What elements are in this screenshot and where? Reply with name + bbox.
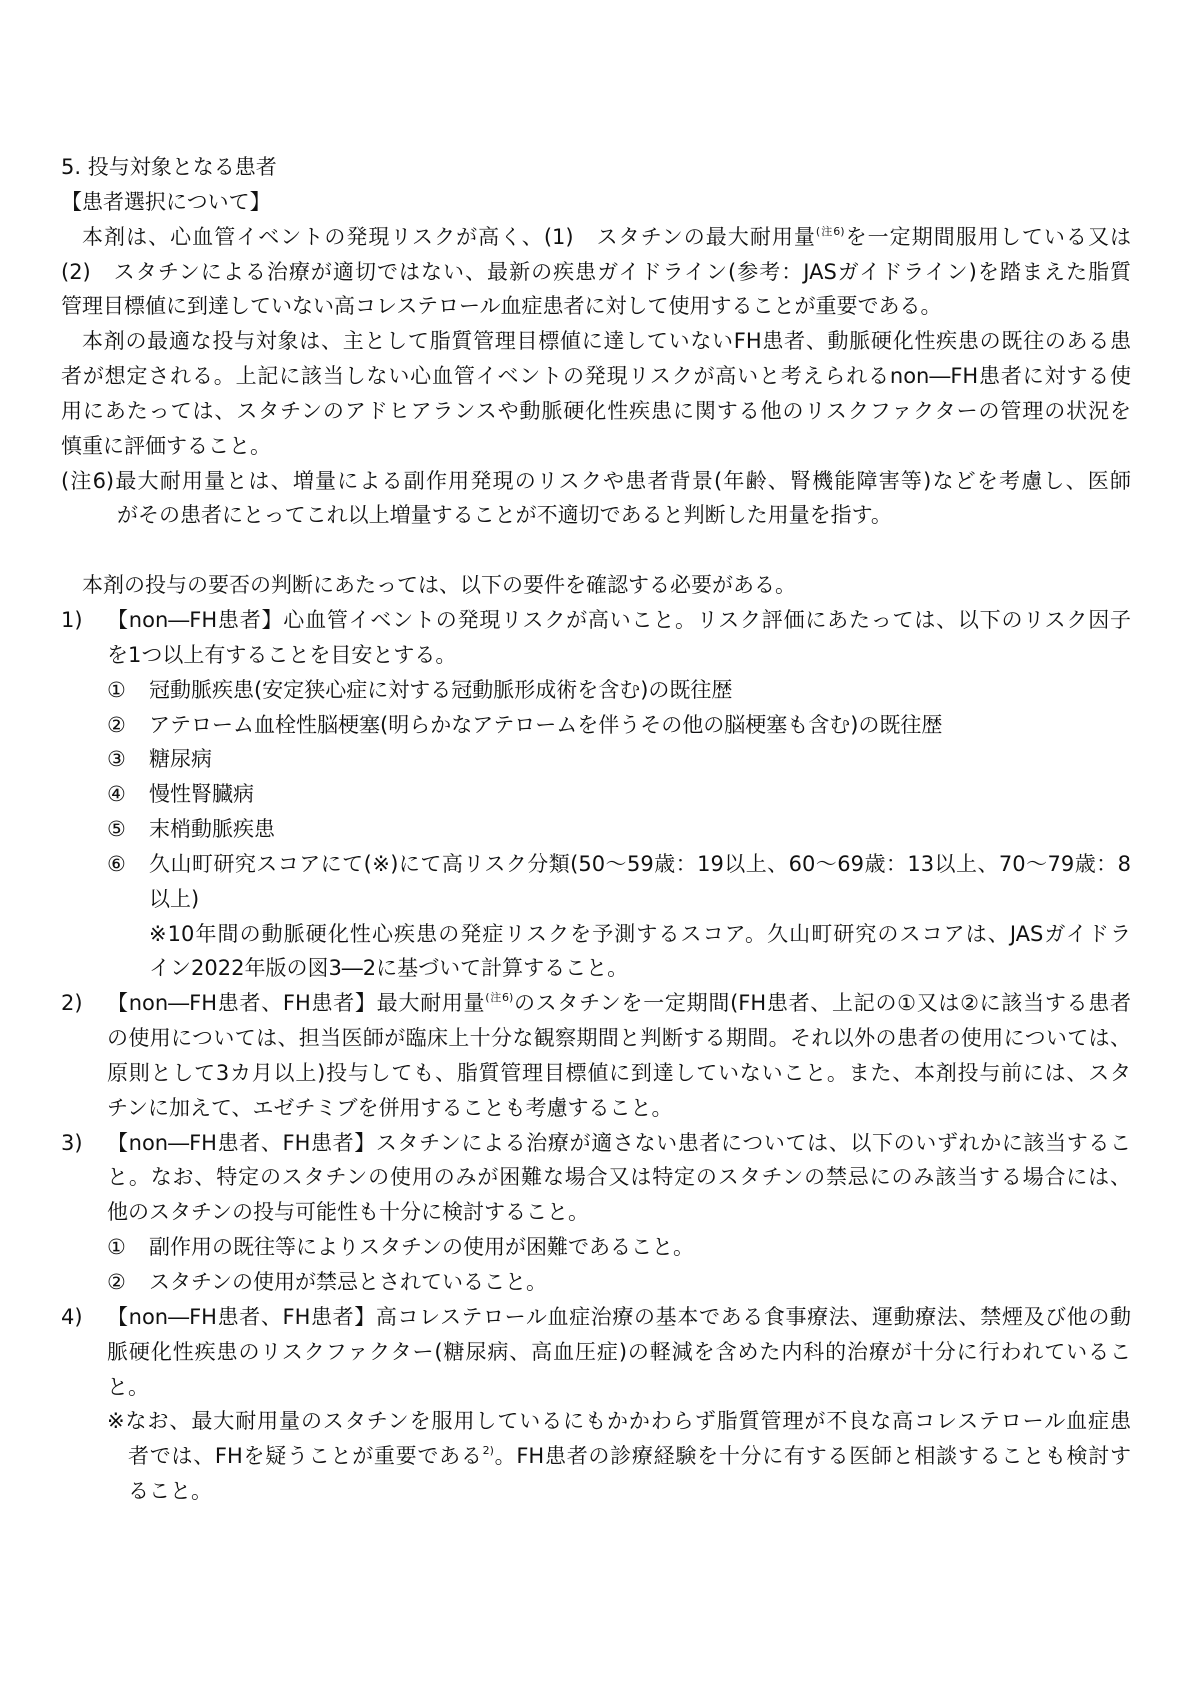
footnote	[0, 464, 1181, 534]
paragraph	[0, 324, 1181, 463]
line-text: 本剤の最適な投与対象は、主として脂質管理目標値に達していないFH患者、動脈硬化性疾患の既往のある患	[82, 329, 1131, 354]
text-line	[0, 1056, 1181, 1091]
text-line	[0, 777, 1181, 812]
item-marker: ①	[107, 677, 126, 702]
requirement-item	[0, 1126, 1181, 1231]
text-line	[0, 150, 1181, 185]
paragraph	[0, 220, 1181, 325]
text-line	[0, 673, 1181, 708]
text-line	[0, 917, 1181, 952]
text-line	[0, 1474, 1181, 1509]
text-line	[0, 359, 1181, 394]
line-text: ※なお、最大耐用量のスタチンを服用しているにもかかわらず脂質管理が不良な高コレステロール血症患	[107, 1409, 1131, 1434]
line-text: 冠動脈疾患(安定狭心症に対する冠動脈形成術を含む)の既往歴	[149, 677, 733, 702]
text-line	[0, 568, 1181, 603]
requirement-item	[0, 1300, 1181, 1405]
text-line	[0, 882, 1181, 917]
line-text: の使用については、担当医師が臨床上十分な観察期間と判断する期間。それ以外の患者の使用については、	[107, 1026, 1131, 1051]
text-line	[0, 951, 1181, 986]
line-text: 管理目標値に到達していない高コレステロール血症患者に対して使用することが重要である。	[61, 294, 942, 319]
item-marker: ③	[107, 747, 126, 772]
line-text: 【non―FH患者、FH患者】スタチンによる治療が適さない患者については、以下のいずれかに該当するこ	[107, 1130, 1131, 1155]
line-text	[82, 220, 1131, 255]
item-marker: ②	[107, 712, 126, 737]
text-line	[0, 986, 1181, 1021]
item-marker: ⑥	[107, 851, 126, 876]
text-line	[0, 603, 1181, 638]
line-text: 糖尿病	[149, 747, 212, 772]
text-segment: 者では、FHを疑うことが重要である	[128, 1444, 483, 1469]
text-line	[0, 1300, 1181, 1335]
line-text: イン2022年版の図3―2に基づいて計算すること。	[149, 956, 629, 981]
line-text: 5. 投与対象となる患者	[61, 155, 277, 179]
line-text: 原則として3カ月以上)投与しても、脂質管理目標値に到達していないこと。また、本剤投与前には、スタ	[107, 1060, 1131, 1085]
risk-factor-item	[0, 708, 1181, 743]
text-line	[0, 1021, 1181, 1056]
text-line	[0, 1370, 1181, 1405]
risk-factor-item	[0, 847, 1181, 917]
item-marker: 4)	[61, 1304, 83, 1329]
text-line	[0, 255, 1181, 290]
line-text: がその患者にとってこれ以上増量することが不適切であると判断した用量を指す。	[117, 503, 892, 528]
text-line	[0, 429, 1181, 464]
text-line	[0, 1126, 1181, 1161]
line-text: を1つ以上有することを目安とする。	[107, 642, 457, 667]
line-text: 用にあたっては、スタチンのアドヒアランスや動脈硬化性疾患に関する他のリスクファクターの管理の状況を	[61, 398, 1131, 423]
line-text: 末梢動脈疾患	[149, 817, 275, 842]
requirement-item	[0, 603, 1181, 673]
text-line	[0, 1404, 1181, 1439]
text-line	[0, 1230, 1181, 1265]
line-text: (2) スタチンによる治療が適切ではない、最新の疾患ガイドライン(参考：JASガイドライン)を踏まえた脂質	[61, 259, 1131, 284]
section-heading	[0, 150, 1181, 185]
footnote-reference: 2)	[482, 1444, 494, 1458]
text-segment: 本剤は、心血管イベントの発現リスクが高く、(1) スタチンの最大耐用量	[82, 224, 816, 249]
line-text: チンに加えて、エゼチミブを併用することも考慮すること。	[107, 1095, 673, 1120]
item-marker: ④	[107, 782, 126, 807]
line-text: アテローム血栓性脳梗塞(明らかなアテロームを伴うその他の脳梗塞も含む)の既往歴	[149, 712, 943, 737]
line-text: 慎重に評価すること。	[61, 433, 271, 458]
risk-factor-item	[0, 673, 1181, 708]
line-text: 以上)	[149, 886, 200, 911]
text-line	[0, 1091, 1181, 1126]
line-text: 久山町研究スコアにて(※)にて高リスク分類(50～59歳：19以上、60～69歳：13以上、70～79歳：8	[149, 851, 1131, 876]
requirement-item	[0, 986, 1181, 1125]
text-line	[0, 185, 1181, 220]
risk-factor-item	[0, 1230, 1181, 1265]
line-text: と。なお、特定のスタチンの使用のみが困難な場合又は特定のスタチンの禁忌にのみ該当する場合には、	[107, 1165, 1131, 1190]
line-text: 脈硬化性疾患のリスクファクター(糖尿病、高血圧症)の軽減を含めた内科的治療が十分に行われているこ	[107, 1339, 1131, 1364]
text-line	[0, 1160, 1181, 1195]
text-line	[0, 742, 1181, 777]
text-line	[0, 1439, 1181, 1474]
item-marker: 3)	[61, 1130, 83, 1155]
risk-factor-item	[0, 1265, 1181, 1300]
text-line	[0, 394, 1181, 429]
line-text: 者が想定される。上記に該当しない心血管イベントの発現リスクが高いと考えられるnon―FH患者に対する使	[61, 364, 1131, 389]
intro-text	[0, 568, 1181, 603]
text-line	[0, 708, 1181, 743]
line-text: 本剤の投与の要否の判断にあたっては、以下の要件を確認する必要がある。	[82, 573, 796, 598]
line-text: 慢性腎臓病	[149, 782, 254, 807]
document-page	[0, 150, 1181, 1509]
text-line	[0, 464, 1181, 499]
item-marker: 1)	[61, 607, 83, 632]
text-line	[0, 1195, 1181, 1230]
section-heading	[0, 185, 1181, 220]
item-marker: ①	[107, 1235, 126, 1260]
line-text	[107, 986, 1131, 1021]
item-marker: 2)	[61, 991, 83, 1016]
line-text: 【患者選択について】	[61, 189, 271, 214]
remark-note	[0, 1404, 1181, 1509]
text-segment: 。FH患者の診療経験を十分に有する医師と相談することも検討す	[493, 1444, 1131, 1469]
score-note	[0, 917, 1181, 987]
line-text: スタチンの使用が禁忌とされていること。	[149, 1270, 547, 1294]
text-segment: を一定期間服用している又は	[844, 224, 1131, 249]
blank-line	[0, 533, 1181, 568]
item-marker: ⑤	[107, 817, 126, 842]
line-text: と。	[107, 1374, 149, 1399]
text-segment: のスタチンを一定期間(FH患者、上記の①又は②に該当する患者	[513, 991, 1131, 1016]
line-text: 【non―FH患者】心血管イベントの発現リスクが高いこと。リスク評価にあたっては、以下のリスク因子	[107, 607, 1131, 632]
text-line	[0, 812, 1181, 847]
text-line	[0, 638, 1181, 673]
line-text: (注6)最大耐用量とは、増量による副作用発現のリスクや患者背景(年齢、腎機能障害等)などを考慮し、医師	[61, 468, 1131, 493]
risk-factor-item	[0, 812, 1181, 847]
item-marker: ②	[107, 1270, 126, 1294]
text-line	[0, 220, 1181, 255]
risk-factor-item	[0, 742, 1181, 777]
line-text: 他のスタチンの投与可能性も十分に検討すること。	[107, 1200, 589, 1225]
risk-factor-item	[0, 777, 1181, 812]
line-text: 副作用の既往等によりスタチンの使用が困難であること。	[149, 1235, 694, 1260]
text-line	[0, 324, 1181, 359]
text-line	[0, 1335, 1181, 1370]
footnote-reference: (注6)	[815, 224, 845, 238]
line-text: 【non―FH患者、FH患者】高コレステロール血症治療の基本である食事療法、運動療法、禁煙及び他の動	[107, 1304, 1131, 1329]
text-line	[0, 1265, 1181, 1300]
footnote-reference: (注6)	[485, 991, 514, 1005]
line-text	[128, 1439, 1131, 1474]
text-line	[0, 289, 1181, 324]
text-line	[0, 498, 1181, 533]
line-text: ※10年間の動脈硬化性心疾患の発症リスクを予測するスコア。久山町研究のスコアは、JASガイドラ	[149, 921, 1131, 946]
line-text: ること。	[128, 1479, 212, 1504]
text-line	[0, 847, 1181, 882]
text-segment: 【non―FH患者、FH患者】最大耐用量	[107, 991, 486, 1016]
